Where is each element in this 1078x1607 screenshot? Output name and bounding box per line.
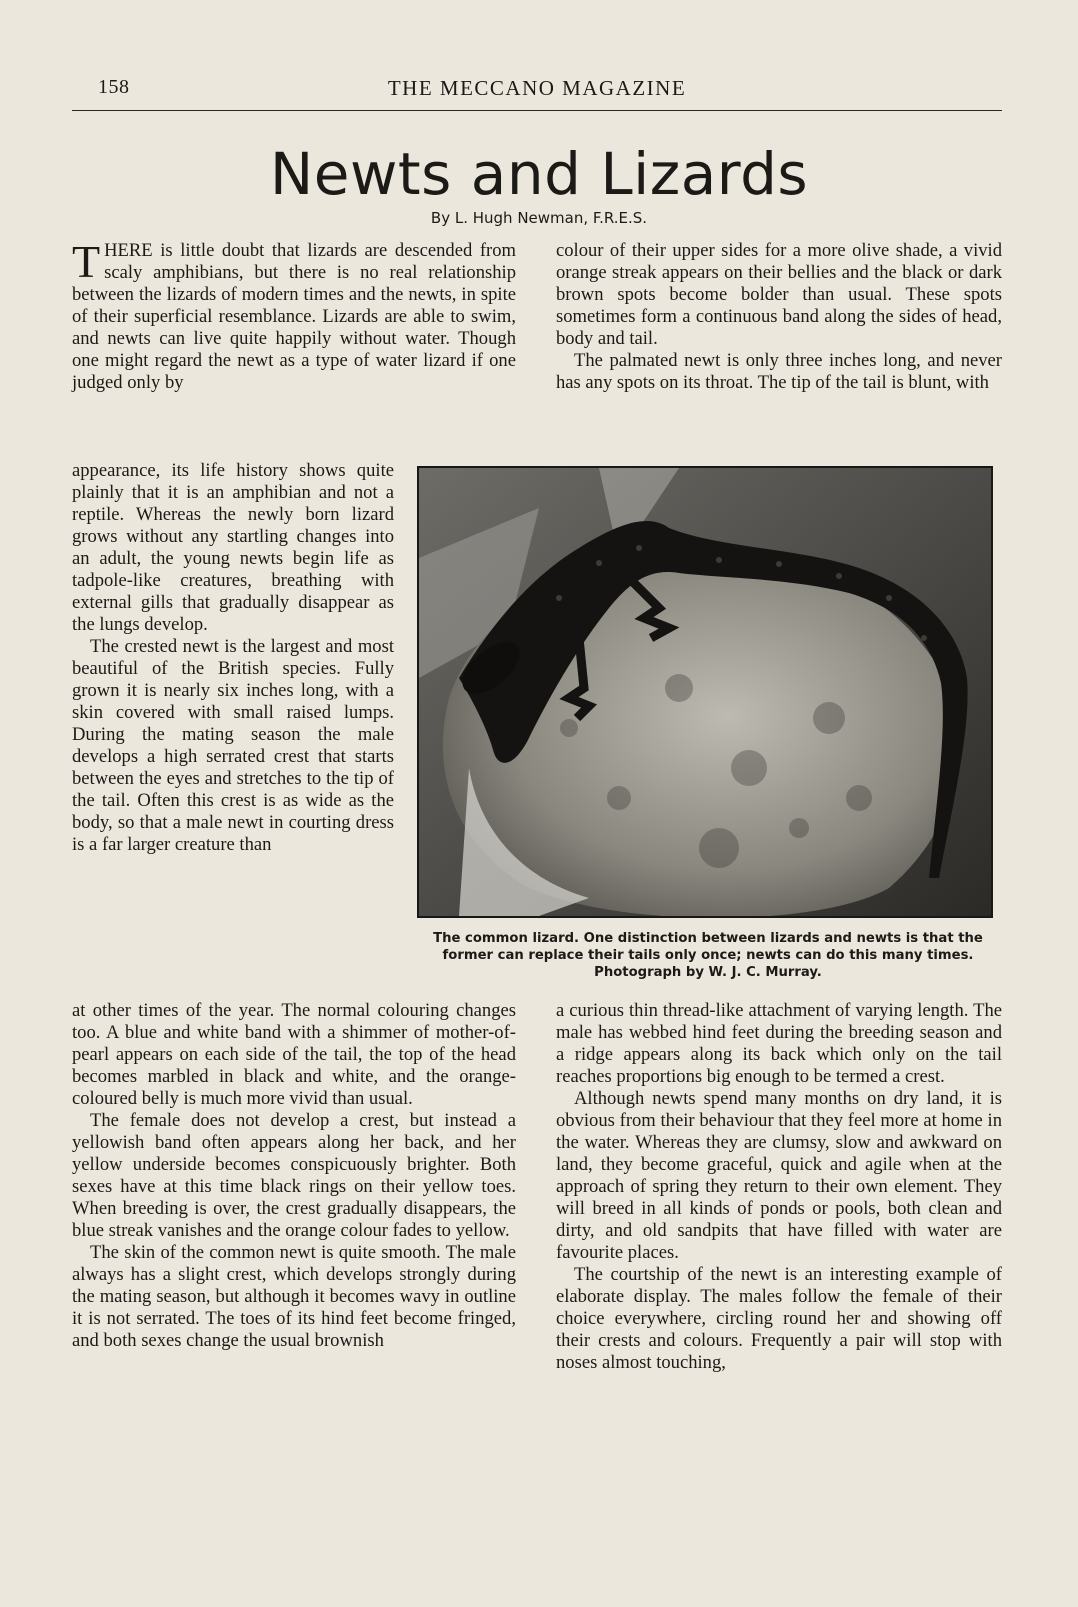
running-head (72, 76, 1002, 111)
magazine-title: THE MECCANO MAGAZINE (387, 76, 687, 100)
page-number: 158 (98, 76, 130, 98)
column-left-narrow (72, 460, 394, 856)
paragraph: colour of their upper sides for a more olive shade, a vivid orange streak appears on their bellies and the black or dark brown spots become bolder than usual. These spots sometimes form a continuous band along the sides of head, body and tail. (556, 240, 1002, 349)
paragraph: The skin of the common newt is quite smooth. The male always has a slight crest, which develops strongly during the mating season, but although it becomes wavy in outline it is not serrated. The toes of its hind feet become fringed, and both sexes change the usual brownish (72, 1242, 516, 1351)
figure-caption: The common lizard. One distinction between lizards and newts is that the former can replace their tails only once; newts can do this many times. Photograph by W. J. C. Murray. (433, 931, 983, 980)
lizard-photo-illustration (419, 468, 991, 916)
drop-cap: T (72, 236, 101, 287)
lizard-photograph (417, 466, 993, 918)
paragraph-text: HERE is little doubt that lizards are descended from scaly amphibians, but there is no real relationship between the lizards of modern times and the newts, in spite of their superficial resemblance. Lizards are able to swim, and newts can live quite happily without water. Though one might regard the newt as a type of water lizard if one judged only by (72, 240, 516, 393)
paragraph: Although newts spend many months on dry land, it is obvious from their behaviour that they feel more at home in the water. Whereas they are clumsy, slow and awkward on land, they become graceful, quick and agile when at the approach of spring they return to their own element. They will breed in all kinds of ponds or pools, both clean and dirty, and old sandpits that have filled with water are favourite places. (556, 1088, 1002, 1263)
paragraph (72, 236, 516, 394)
paragraph: The female does not develop a crest, but instead a yellowish band often appears along her back, and her yellow underside becomes conspicuously brighter. Both sexes have at this time black rings on their yellow toes. When breeding is over, the crest gradually disappears, the blue streak vanishes and the orange colour fades to yellow. (72, 1110, 516, 1241)
paragraph: appearance, its life history shows quite plainly that it is an amphibian and not a reptile. Whereas the newly born lizard grows without any startling changes into an adult, the young newts begin life as tadpole-like creatures, breathing with external gills that gradually disappear as the lungs develop. (72, 460, 394, 635)
article-title: Newts and Lizards (269, 140, 809, 208)
paragraph: The courtship of the newt is an interesting example of elaborate display. The males follow the female of their choice everywhere, circling round her and showing off their crests and colours. Frequently a pair will stop with noses almost touching, (556, 1264, 1002, 1373)
column-left-top (72, 236, 516, 394)
paragraph: The palmated newt is only three inches long, and never has any spots on its throat. The tip of the tail is blunt, with (556, 350, 1002, 393)
paragraph: a curious thin thread-like attachment of varying length. The male has webbed hind feet during the breeding season and a ridge appears along its back which only on the tail reaches proportions big enough to be termed a crest. (556, 1000, 1002, 1087)
column-left-bottom (72, 1000, 516, 1352)
column-right-bottom (556, 1000, 1002, 1374)
paragraph: The crested newt is the largest and most beautiful of the British species. Fully grown it is nearly six inches long, with a skin covered with small raised lumps. During the mating season the male develops a high serrated crest that starts between the eyes and stretches to the tip of the tail. Often this crest is as wide as the body, so that a male newt in courting dress is a far larger creature than (72, 636, 394, 855)
byline: By L. Hugh Newman, F.R.E.S. (430, 209, 648, 227)
column-right-top (556, 240, 1002, 394)
paragraph: at other times of the year. The normal colouring changes too. A blue and white band with a shimmer of mother-of-pearl appears on each side of the tail, the top of the head becomes marbled in black and white, and the orange-coloured belly is much more vivid than usual. (72, 1000, 516, 1109)
